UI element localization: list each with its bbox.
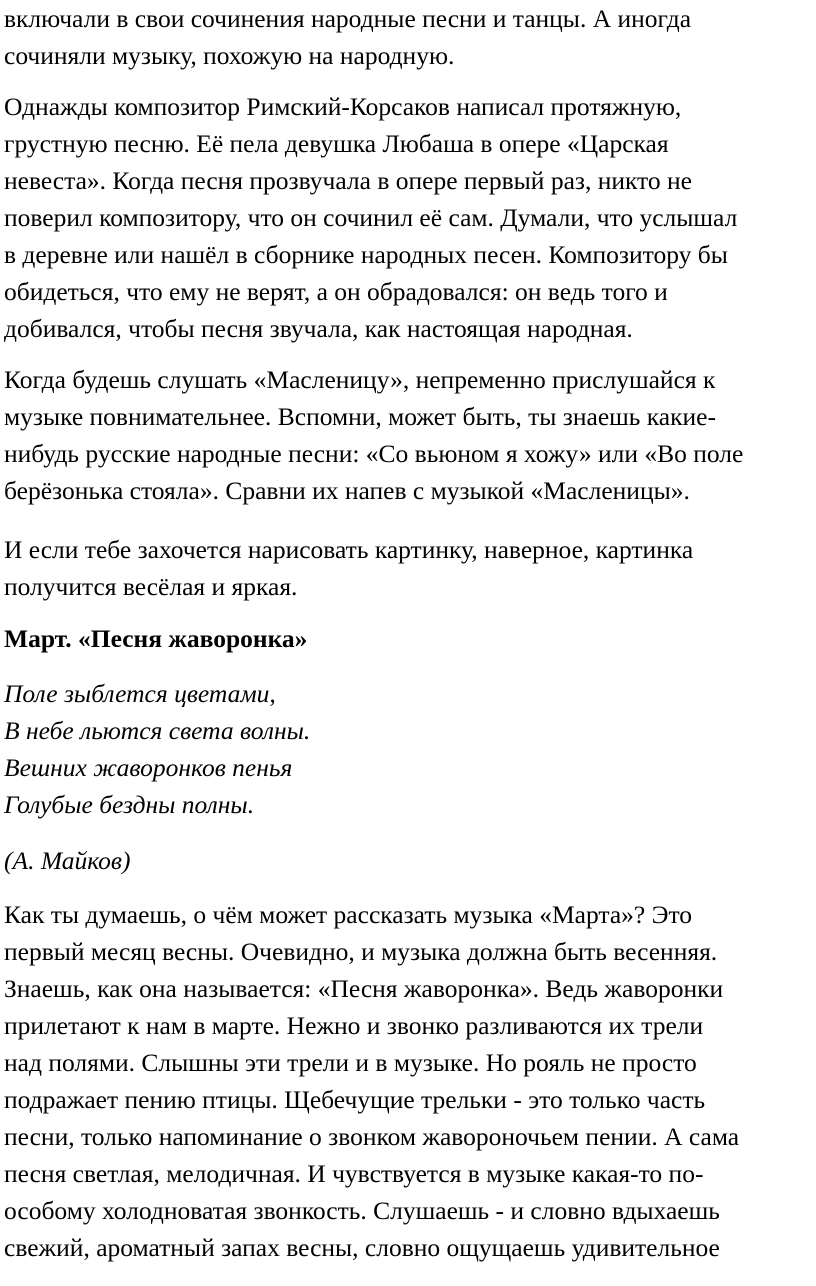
text-line: над полями. Слышны эти трели и в музыке. Но рояль не просто (4, 1048, 697, 1077)
text-line: подражает пению птицы. Щебечущие трельки - это только часть (4, 1085, 706, 1114)
heading-text: Март. «Песня жаворонка» (4, 624, 308, 653)
text-line: получится весёлая и яркая. (4, 572, 298, 601)
text-line: Как ты думаешь, о чём может рассказать музыка «Марта»? Это (4, 900, 693, 929)
text-line: песни, только напоминание о звонком жавороночьем пении. А сама (4, 1122, 740, 1151)
text-line: музыке повнимательнее. Вспомни, может быть, ты знаешь какие- (4, 402, 716, 431)
text-line: добивался, чтобы песня звучала, как настоящая народная. (4, 314, 633, 343)
paragraph-march (4, 896, 739, 1266)
text-line: в деревне или нашёл в сборнике народных песен. Композитору бы (4, 240, 728, 269)
poem-line: Вешних жаворонков пенья (4, 753, 293, 782)
paragraph-rimsky-korsakov (4, 88, 737, 347)
text-line: песня светлая, мелодичная. И чувствуется в музыке какая-то по- (4, 1159, 704, 1188)
paragraph-drawing (4, 531, 693, 605)
text-line: невеста». Когда песня прозвучала в опере первый раз, никто не (4, 166, 692, 195)
text-line: первый месяц весны. Очевидно, и музыка должна быть весенняя. (4, 937, 718, 966)
text-line: прилетают к нам в марте. Нежно и звонко разливаются их трели (4, 1011, 704, 1040)
poem-author (4, 842, 130, 879)
text-line: Знаешь, как она называется: «Песня жаворонка». Ведь жаворонки (4, 974, 724, 1003)
text-line: И если тебе захочется нарисовать картинку, наверное, картинка (4, 535, 694, 564)
poem-line: Поле зыблется цветами, (4, 679, 276, 708)
text-line: сочиняли музыку, похожую на народную. (4, 41, 455, 70)
text-line: включали в свои сочинения народные песни и танцы. А иногда (4, 4, 692, 33)
poem-line: Голубые бездны полны. (4, 790, 255, 819)
poem-block (4, 675, 310, 823)
section-heading (4, 620, 307, 657)
author-text: (А. Майков) (4, 846, 131, 875)
text-line: свежий, ароматный запах весны, словно ощущаешь удивительное (4, 1233, 720, 1262)
text-line: Однажды композитор Римский-Корсаков написал протяжную, (4, 92, 682, 121)
text-line: поверил композитору, что он сочинил её сам. Думали, что услышал (4, 203, 738, 232)
paragraph-maslenitsa (4, 361, 743, 509)
text-line: берёзонька стояла». Сравни их напев с музыкой «Масленицы». (4, 476, 690, 505)
text-line: нибудь русские народные песни: «Со вьюном я хожу» или «Во поле (4, 439, 744, 468)
text-line: особому холодноватая звонкость. Слушаешь - и словно вдыхаешь (4, 1196, 720, 1225)
text-line: обидеться, что ему не верят, а он обрадовался: он ведь того и (4, 277, 668, 306)
poem-line: В небе льются света волны. (4, 716, 311, 745)
text-line: грустную песню. Её пела девушка Любаша в опере «Царская (4, 129, 669, 158)
text-line: Когда будешь слушать «Масленицу», непременно прислушайся к (4, 365, 716, 394)
paragraph-folk-songs (4, 0, 691, 74)
